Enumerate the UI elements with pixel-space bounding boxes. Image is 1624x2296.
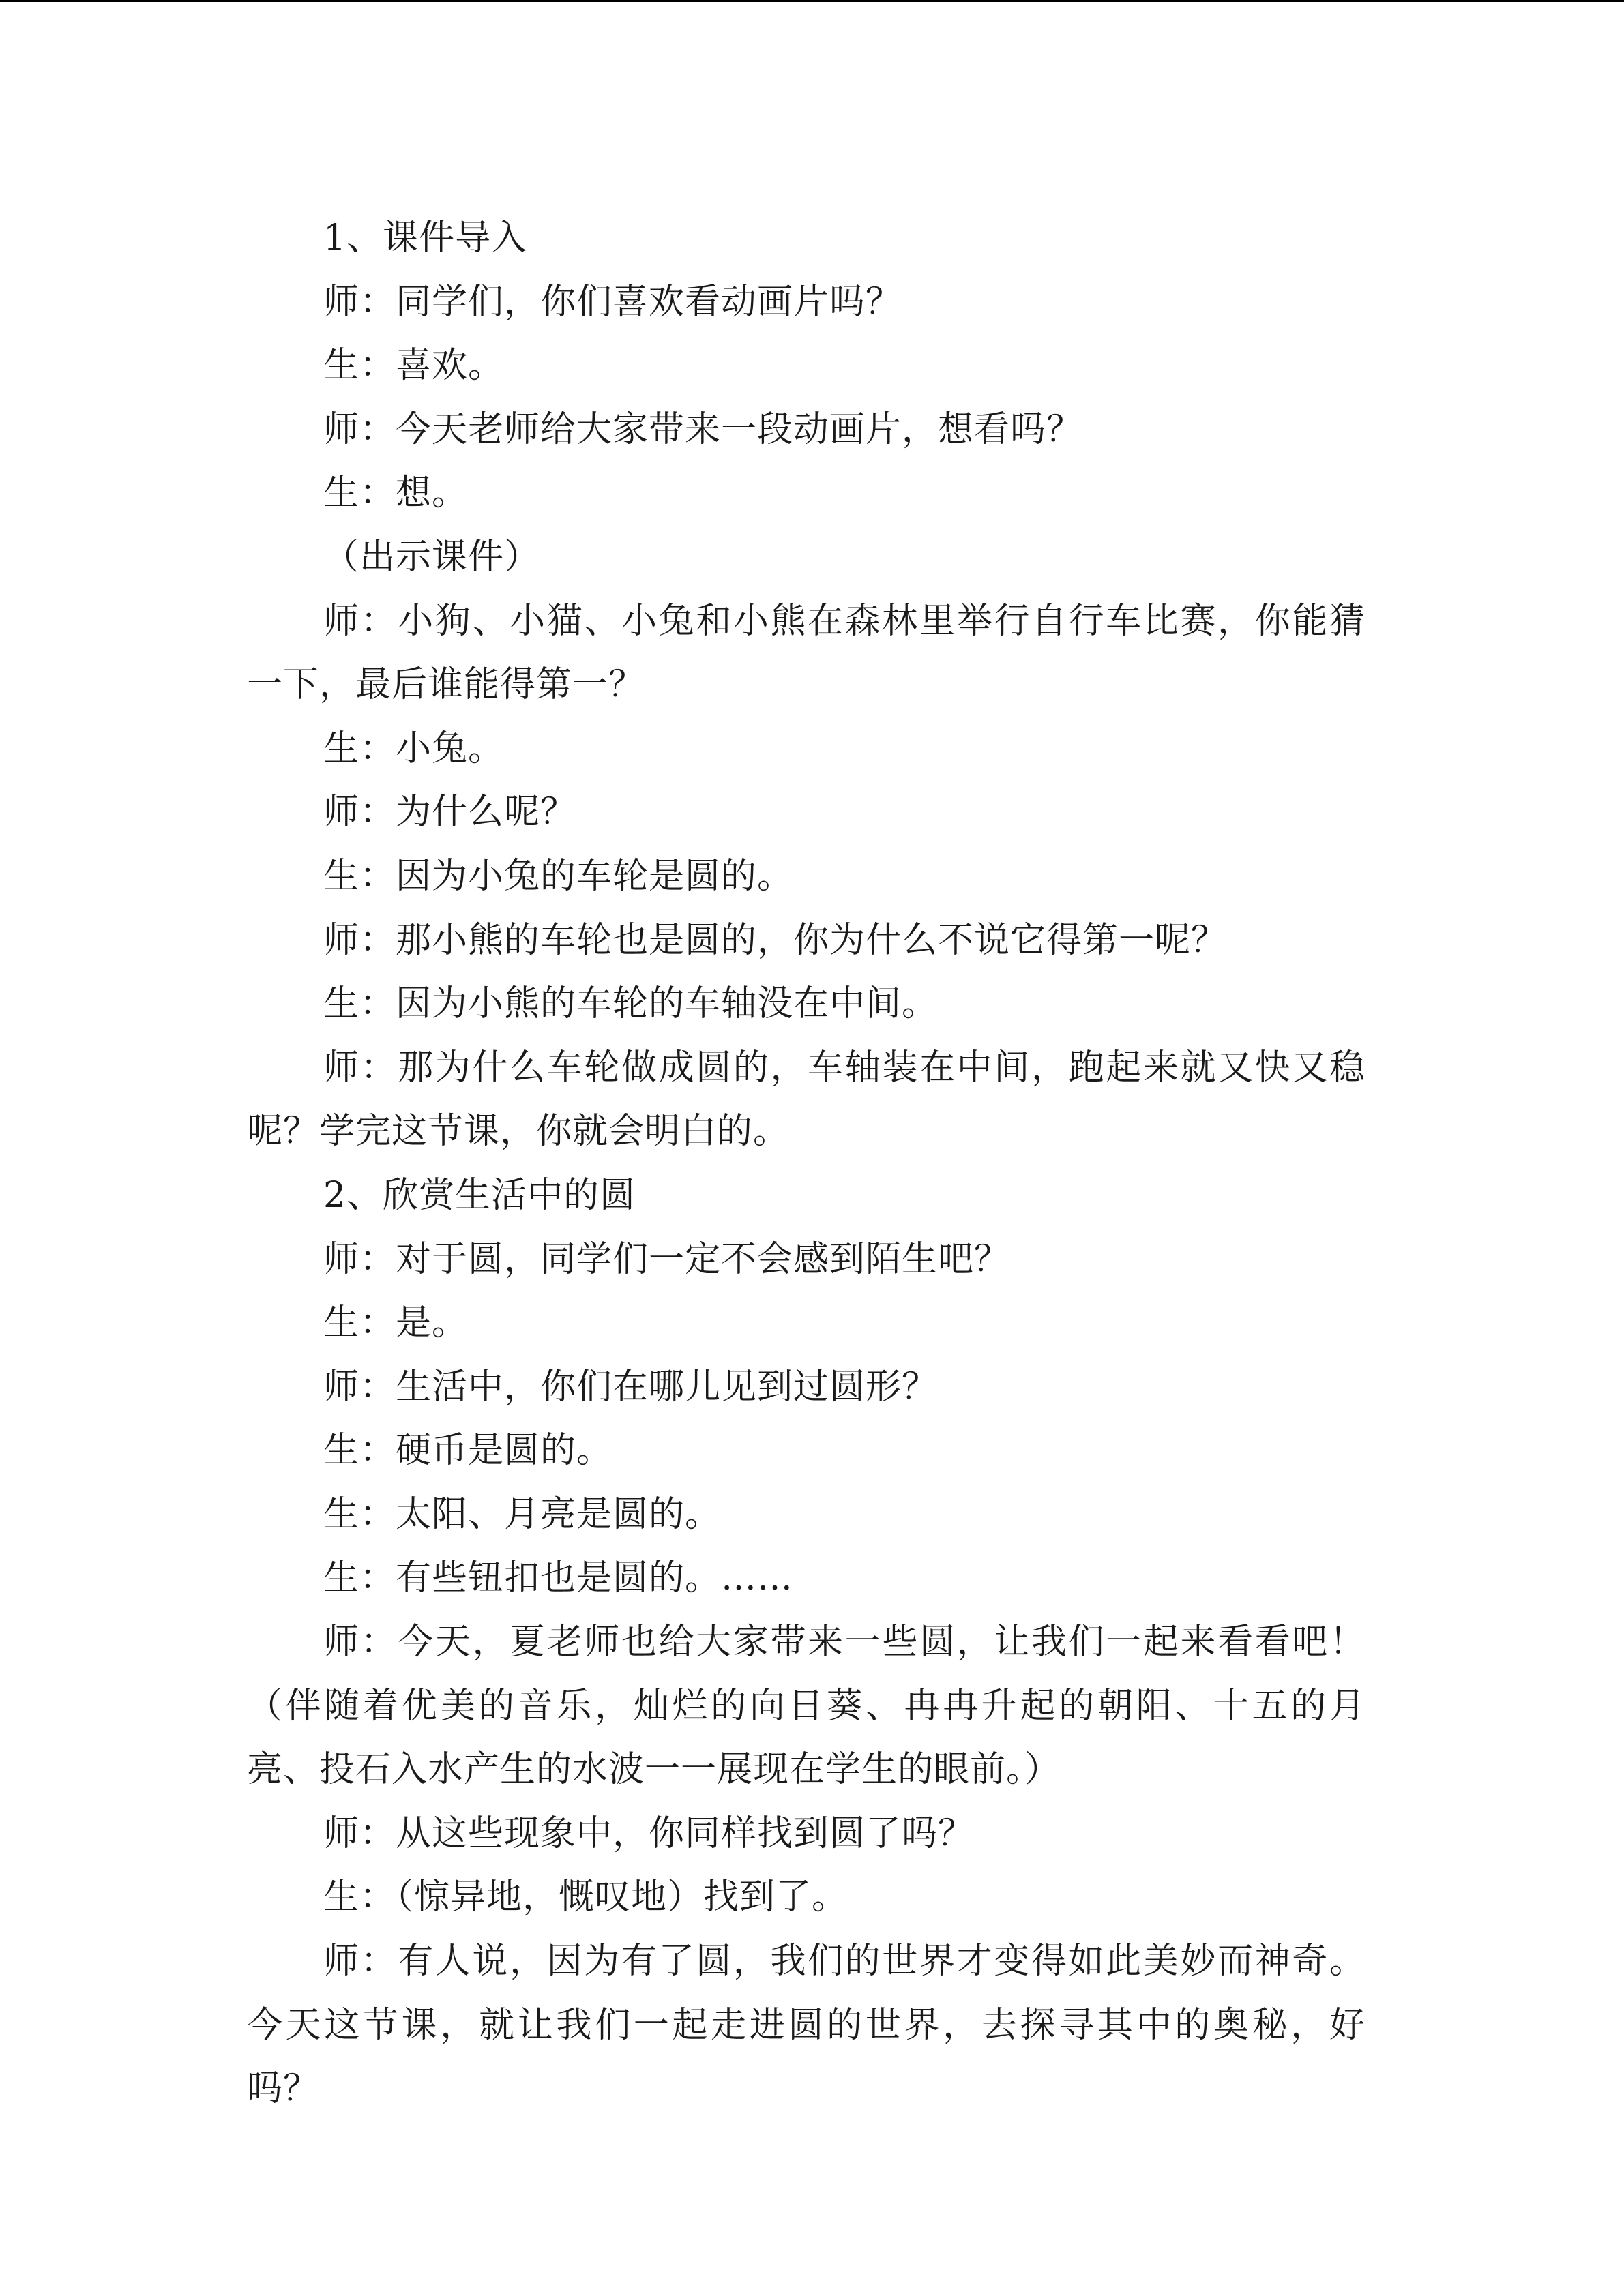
dialogue-line: 师：从这些现象中，你同样找到圆了吗？ bbox=[323, 1813, 975, 1854]
dialogue-line: 师：今天，夏老师也给大家带来一些圆，让我们一起来看看吧！（伴随着优美的音乐，灿烂的向日葵、冉冉升起的朝阳、十五的月亮、投石入水产生的水波一一展现在学生的眼前。） bbox=[247, 1622, 1365, 1791]
dialogue-line: 生：因为小熊的车轮的车轴没在中间。 bbox=[323, 983, 939, 1025]
dialogue-line: 生：硬币是圆的。 bbox=[323, 1430, 613, 1472]
dialogue-line: 师：小狗、小猫、小兔和小熊在森林里举行自行车比赛，你能猜一下，最后谁能得第一？ bbox=[247, 600, 1365, 706]
document-body bbox=[247, 207, 1365, 2121]
dialogue-line: 师：那为什么车轮做成圆的，车轴装在中间，跑起来就又快又稳呢？学完这节课，你就会明白的。 bbox=[247, 1047, 1365, 1152]
dialogue-line: 师：有人说，因为有了圆，我们的世界才变得如此美妙而神奇。今天这节课，就让我们一起走进圆的世界，去探寻其中的奥秘，好吗？ bbox=[247, 1941, 1365, 2110]
dialogue-line: 师：同学们，你们喜欢看动画片吗？ bbox=[323, 281, 902, 323]
dialogue-line: 生：因为小兔的车轮是圆的。 bbox=[323, 855, 794, 897]
dialogue-line: 生：小兔。 bbox=[323, 728, 505, 769]
stage-note: （出示课件） bbox=[323, 536, 541, 578]
dialogue-line: 师：那小熊的车轮也是圆的，你为什么不说它得第一呢？ bbox=[323, 919, 1228, 961]
dialogue-line: 师：对于圆，同学们一定不会感到陌生吧？ bbox=[323, 1238, 1011, 1280]
dialogue-line: 生：是。 bbox=[323, 1302, 469, 1344]
dialogue-line: 生：（惊异地，慨叹地）找到了。 bbox=[323, 1877, 848, 1918]
section-heading: 2、欣赏生活中的圆 bbox=[323, 1174, 636, 1216]
dialogue-line: 生：想。 bbox=[323, 473, 469, 514]
dialogue-line: 师：为什么呢？ bbox=[323, 792, 577, 833]
dialogue-line: 师：今天老师给大家带来一段动画片，想看吗？ bbox=[323, 408, 1083, 450]
dialogue-line: 师：生活中，你们在哪儿见到过圆形？ bbox=[323, 1366, 939, 1407]
dialogue-line: 生：太阳、月亮是圆的。 bbox=[323, 1493, 722, 1535]
dialogue-line: 生：喜欢。 bbox=[323, 345, 505, 387]
dialogue-line: 生：有些钮扣也是圆的。…… bbox=[323, 1557, 794, 1599]
section-heading: 1、课件导入 bbox=[323, 218, 528, 258]
